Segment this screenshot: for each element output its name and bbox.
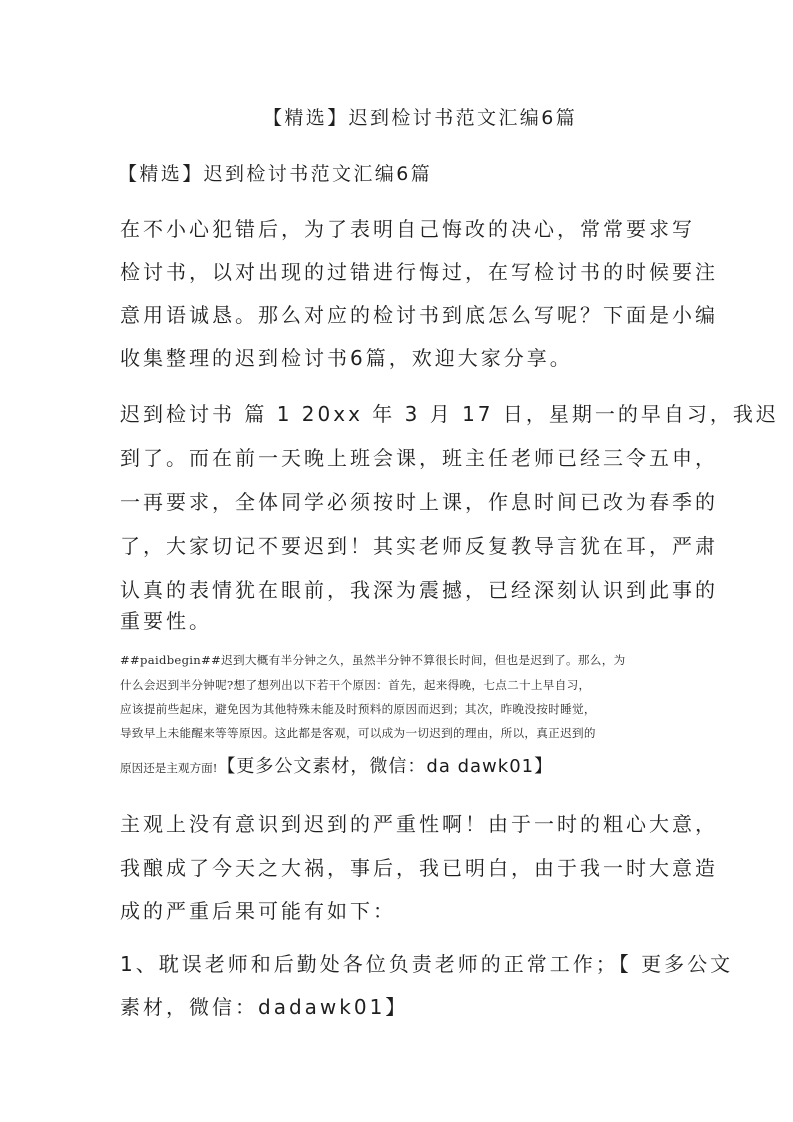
intro-line: 收集整理的迟到检讨书6篇，欢迎大家分享。 — [120, 346, 573, 370]
essay-line: 成的严重后果可能有如下： — [120, 899, 396, 923]
list-item-line: 素材，微信：dadawk01】 — [120, 995, 409, 1019]
essay-line: 一再要求，全体同学必须按时上课，作息时间已改为春季的 — [120, 490, 718, 514]
essay-line: 主观上没有意识到迟到的严重性啊！由于一时的粗心大意， — [120, 812, 718, 836]
paid-last-small-text: 原因还是主观方面! — [120, 761, 218, 775]
essay-line: 我酿成了今天之大祸，事后，我已明白，由于我一时大意造 — [120, 856, 718, 880]
paid-line: 应该提前些起床，避免因为其他特殊未能及时预料的原因而迟到；其次，昨晚没按时睡觉， — [120, 702, 596, 716]
essay-line: 了，大家切记不要迟到！其实老师反复教导言犹在耳，严肃 — [120, 534, 718, 558]
wechat-promo-text: 【更多公文素材，微信：da dawk01】 — [217, 756, 554, 777]
page-title: 【精选】迟到检讨书范文汇编6篇 — [263, 107, 578, 129]
essay-line: 到了。而在前一天晚上班会课，班主任老师已经三令五申， — [120, 446, 718, 470]
essay-line: 认真的表情犹在眼前，我深为震撼，已经深刻认识到此事的 — [120, 578, 718, 602]
paid-line: 什么会迟到半分钟呢?想了想列出以下若干个原因：首先，起来得晚，七点二十上早自习， — [120, 678, 591, 692]
paid-line: ##paidbegin##迟到大概有半分钟之久，虽然半分钟不算很长时间，但也是迟到了。那么，为 — [120, 653, 626, 667]
list-item-line: 1、耽误老师和后勤处各位负责老师的正常工作；【 更多公文 — [120, 952, 734, 976]
paid-last-line — [120, 752, 553, 778]
intro-line: 检讨书，以对出现的过错进行悔过，在写检讨书的时候要注 — [120, 260, 718, 284]
essay-line: 重要性。 — [120, 609, 212, 633]
document-subtitle: 【精选】迟到检讨书范文汇编6篇 — [118, 163, 433, 185]
intro-line: 意用语诚恳。那么对应的检讨书到底怎么写呢？下面是小编 — [120, 303, 718, 327]
intro-line: 在不小心犯错后，为了表明自己悔改的决心，常常要求写 — [120, 217, 695, 241]
paid-line: 导致早上未能醒来等等原因。这此都是客观，可以成为一切迟到的理由，所以，真正迟到的 — [120, 726, 596, 740]
essay-line: 迟到检讨书 篇 1 20xx 年 3 月 17 日，星期一的早自习，我迟 — [120, 402, 779, 426]
